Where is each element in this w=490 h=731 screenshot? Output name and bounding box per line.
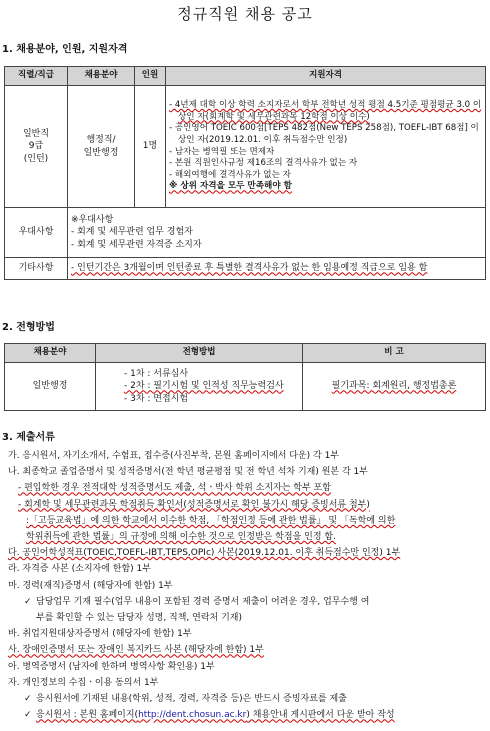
section3-heading: 3. 제출서류 [2, 432, 55, 443]
rank-line: 일반직 [22, 129, 50, 140]
application-prefix: 응시원서 : 본원 홈페이지( [36, 710, 139, 721]
document-item: 자. 개인정보의 수집ㆍ이용 동의서 1부 [8, 677, 159, 688]
preference-line: ※우대사항 [71, 215, 114, 226]
qualification-note: ※ 상위 자격을 모두 만족해야 함 [169, 181, 292, 192]
preference-label: 우대사항 [5, 208, 68, 258]
selection-table [4, 343, 486, 411]
section1-heading: 1. 채용분야, 인원, 지원자격 [2, 44, 128, 55]
document-item: 마. 경력(재직)증명서 (해당자에 한함) 1부 [8, 580, 173, 591]
document-subitem: :「고등교육법」에 의한 학교에서 이수한 학점, 「학점인정 등에 관한 법률」 및 「독학에 의한 [26, 515, 396, 526]
document-check-text: 응시원서에 기재된 내용(학위, 성적, 경력, 자격증 등)은 반드시 증빙자료를 제출 [36, 694, 347, 705]
field-line: 일반행정 [83, 147, 119, 158]
header-count: 인원 [135, 67, 166, 86]
document-check-item [4, 691, 488, 707]
method-cell [96, 363, 303, 411]
field-cell: 일반행정 [5, 363, 96, 411]
rank-line: 9급 [28, 141, 44, 152]
qualification-item: - 4년제 대학 이상 학력 소지자로서 학부 전학년 성적 평점 4.5기준 평점평균 3.0 이상인 자(회계학 및 세무관련과목 12학점 이상 이수) [169, 100, 482, 122]
preference-line: - 회계 및 세무관련 업무 경험자 [71, 227, 193, 238]
qualification-item: - 공인영어 TOEIC 600점[TEPS 482점(New TEPS 258점), TOEFL-IBT 68점] 이상인 자(2019.12.01. 이후 취득점수만 인정) [169, 123, 479, 145]
document-item: 사. 장애인증명서 또는 장애인 복지카드 사본 (해당자에 한함) 1부 [8, 645, 264, 656]
method-step: - 3차 : 면접시험 [124, 393, 189, 404]
document-item: 다. 공인어학성적표(TOEIC,TOEFL-IBT,TEPS,OPIc) 사본(2019.12.01. 이후 취득점수만 인정) 1부 [8, 548, 401, 559]
preference-cell [68, 208, 486, 258]
document-item: 라. 자격증 사본 (소지자에 한함) 1부 [8, 564, 151, 575]
count-cell: 1명 [135, 86, 166, 208]
document-item: 나. 최종학교 졸업증명서 및 성적증명서(전 학년 평균평점 및 전 학년 석차 기재) 원본 각 1부 [8, 467, 368, 478]
documents-list [4, 448, 488, 723]
document-check-text: 담당업무 기재 필수(업무 내용이 포함된 경력 증명서 제출이 어려운 경우, 업무수행 여 [36, 596, 370, 607]
field-line: 행정직/ [86, 135, 116, 146]
document-check-item [4, 594, 488, 610]
application-suffix: ) 채용안내 게시판에서 다운 받아 작성 [246, 710, 395, 721]
check-icon: ✓ [24, 596, 32, 607]
qualification-item: - 본원 직원인사규정 제16조의 결격사유가 없는 자 [169, 158, 358, 169]
qualification-item: - 해외여행에 결격사유가 없는 자 [169, 169, 291, 180]
page-title: 정규직원 채용 공고 [177, 5, 313, 23]
check-icon: ✓ [24, 694, 32, 705]
field-cell [68, 86, 135, 208]
header-field: 채용분야 [68, 67, 135, 86]
header-qualification: 지원자격 [166, 67, 486, 86]
document-check-item [4, 707, 488, 723]
header-method: 전형방법 [96, 344, 303, 363]
preference-line: - 회계 및 세무관련 자격증 소지자 [71, 239, 202, 250]
other-cell: - 인턴기간은 3개월이며 인턴종료 후 특별한 결격사유가 없는 한 임용예정 직급으로 임용 함 [68, 258, 486, 280]
rank-line: (인턴) [23, 153, 49, 164]
method-step: - 1차 : 서류심사 [124, 369, 189, 380]
method-step: - 2차 : 필기시험 및 인적성 직무능력검사 [124, 381, 284, 392]
other-label: 기타사항 [5, 258, 68, 280]
qualification-table [4, 66, 486, 280]
document-subitem: - 회계학 및 세무관련과목 학점취득 확인서(성적증명서로 확인 불가시 해당 증빙서류 첨부) [18, 499, 370, 510]
section2-heading: 2. 전형방법 [2, 322, 55, 333]
header-rank: 직렬/직급 [5, 67, 68, 86]
check-icon: ✓ [24, 710, 32, 721]
document-subitem: - 편입학한 경우 전적대학 성적증명서도 제출, 석ㆍ박사 학위 소지자는 학부 포함 [18, 483, 331, 494]
document-item: 가. 응시원서, 자기소개서, 수험표, 접수증(사진부착, 본원 홈페이지에서 다운) 각 1부 [8, 451, 340, 461]
homepage-link[interactable]: http://dent.chosun.ac.kr [138, 710, 247, 721]
document-item: 아. 병역증명서 (남자에 한하며 병역사항 확인용) 1부 [8, 661, 215, 672]
document-subitem: 학위취득에 관한 법률」의 규정에 의해 이수한 것으로 인정받은 학점을 인정 함. [26, 532, 336, 543]
rank-cell [5, 86, 68, 208]
document-subitem: 부를 확인할 수 있는 담당자 성명, 직책, 연락처 기재) [36, 613, 243, 624]
header-field: 채용분야 [5, 344, 96, 363]
qualification-item: - 남자는 병역필 또는 면제자 [169, 146, 275, 157]
document-item: 바. 취업지원대상자증명서 (해당자에 한함) 1부 [8, 629, 192, 640]
remark-cell: 필기과목: 회계원리, 행정법총론 [303, 363, 486, 411]
qualification-cell [166, 86, 486, 208]
header-remark: 비 고 [303, 344, 486, 363]
